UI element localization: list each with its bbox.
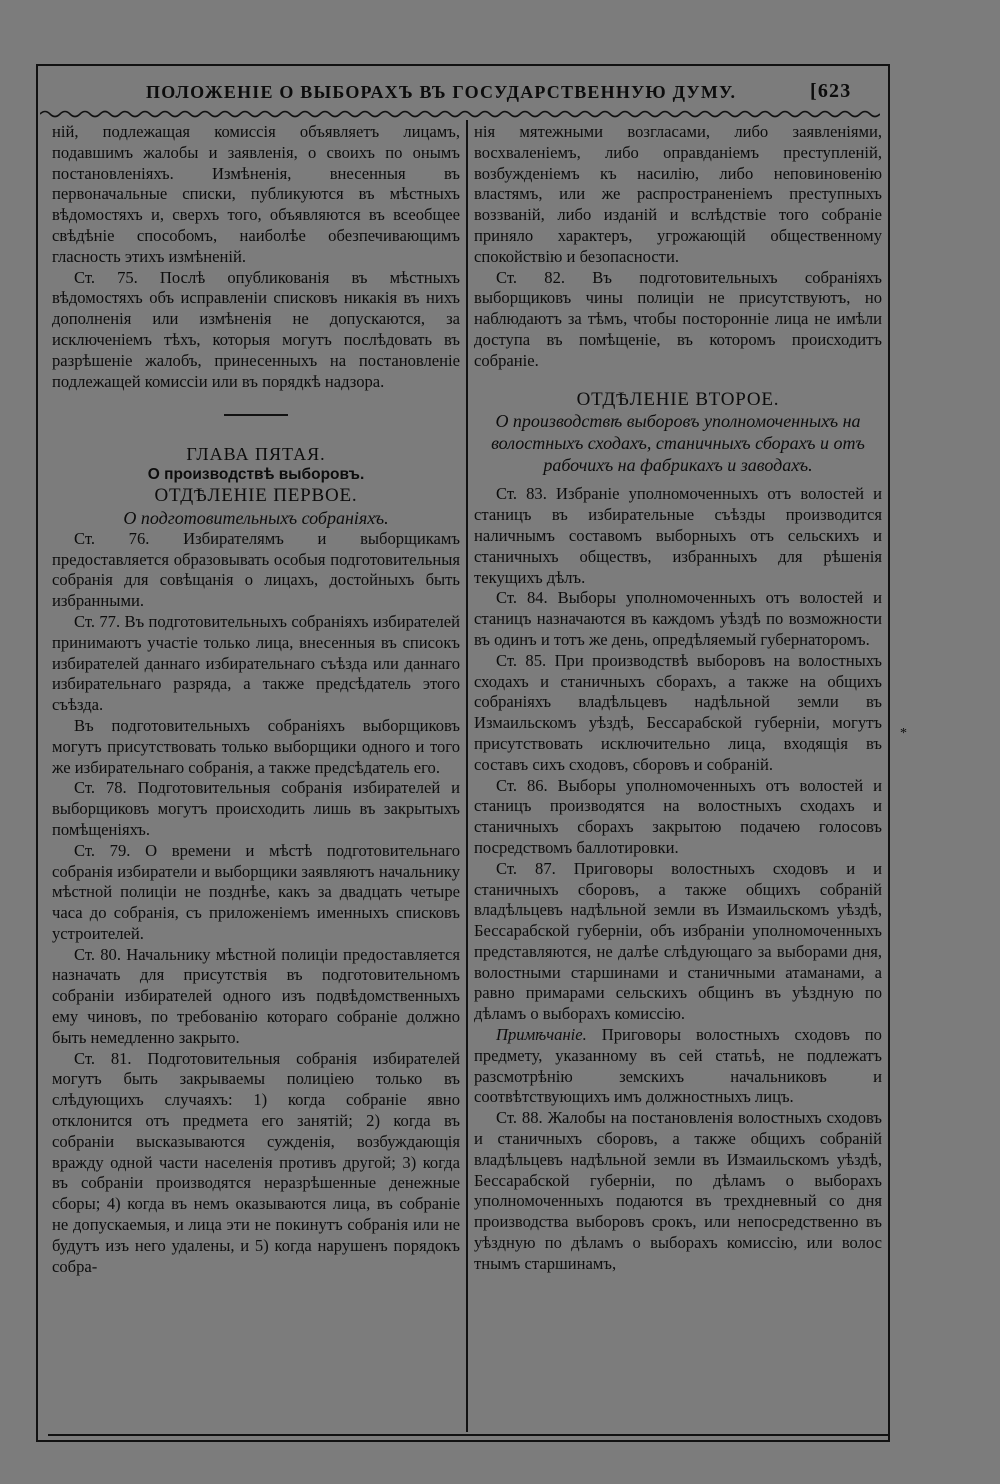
article-78: Ст. 78. Подготовительныя собранія избирателей и выборщиковъ могутъ происходить лишь въ закрытыхъ помѣщеніяхъ. <box>52 778 460 839</box>
chapter-title: ГЛАВА ПЯТАЯ. <box>186 444 326 465</box>
article-82: Ст. 82. Въ подготовительныхъ собраніяхъ выборщиковъ чины полиціи не присутствуютъ, но наблюдаютъ за тѣмъ, чтобы посторонніе лица не имѣли доступа въ помѣщеніе, въ которомъ происходитъ собраніе. <box>474 267 882 370</box>
note-label: Примѣчаніе. <box>496 1025 587 1045</box>
article-77: Ст. 77. Въ подготовительныхъ собраніяхъ избирателей принимаютъ участіе только лица, внесенныя въ списокъ избирателей даннаго избирательнаго съѣзда или даннаго избирательнаго разряда, а также предсѣдатель этого съѣзда. <box>52 611 460 715</box>
right-column <box>474 122 882 1275</box>
article-86: Ст. 86. Выборы уполномоченныхъ отъ волостей и станицъ производятся на волостныхъ сходахъ и станичныхъ сборахъ закрытою подачею голосовъ посредствомъ баллотировки. <box>474 775 882 857</box>
paragraph-continued: ній, подлежащая комиссія объявляетъ лицамъ, подавшимъ жалобы и заявленія, о своихъ по онымъ постановленіяхъ. Измѣненія, внесенныя въ первоначальные списки, публикуются въ мѣстныхъ вѣдомостяхъ и, сверхъ того, объявляются въ всеобщее свѣдѣніе способомъ, наиболѣе обезпечивающимъ гласность этихъ измѣненій. <box>52 122 460 266</box>
article-75: Ст. 75. Послѣ опубликованія въ мѣстныхъ вѣдомостяхъ объ исправленіи списковъ никакія въ нихъ дополненія или измѣненія не допускаются, за исключеніемъ тѣхъ, которыя могутъ послѣдовать въ разрѣшеніе жалобъ, принесенныхъ на постановленіе подлежащей комиссіи или въ порядкѣ надзора. <box>52 267 460 391</box>
page-title: ПОЛОЖЕНІЕ О ВЫБОРАХЪ ВЪ ГОСУДАРСТВЕННУЮ ДУМУ. <box>146 82 737 102</box>
page-number: [623 <box>810 80 852 102</box>
note-text: Приговоры волостныхъ сходовъ по предмету, указанному въ сей статьѣ, не подлежатъ разсмотрѣнію земскихъ начальниковъ и соотвѣтствующихъ имъ должностныхъ лицъ. <box>474 1025 882 1107</box>
article-85: Ст. 85. При производствѣ выборовъ на волостныхъ сходахъ и станичныхъ сборахъ, а также на общихъ собраніяхъ владѣльцевъ надѣльной земли въ Измаильскомъ уѣздѣ, Бессарабской губерніи, могутъ присутствовать исключительно лица, входящія въ составъ сихъ сходовъ, сборовъ и собраній. <box>474 650 882 774</box>
chapter-subtitle: О производствѣ выборовъ. <box>147 466 365 484</box>
section-subtitle-second: О производствѣ выборовъ уполномоченныхъ на волостныхъ сходахъ, станичныхъ сборахъ и отъ рабочихъ на фабрикахъ и заводахъ. <box>491 411 865 476</box>
section-title-second: ОТДѢЛЕНІЕ ВТОРОЕ. <box>576 388 780 410</box>
paragraph-continued: нія мятежными возгласами, либо заявленіями, восхваленіемъ, либо оправданіемъ преступленій, возбужденіемъ къ насилію, либо неповиновенію властямъ, или же распространеніемъ преступныхъ воззваній, либо изданій и вслѣдствіе того собраніе приняло характеръ, угрожающій общественному спокойствію и безопасности. <box>474 122 882 266</box>
article-88: Ст. 88. Жалобы на постановленія волостныхъ сходовъ и станичныхъ сборовъ, а также общихъ собраній владѣльцевъ надѣльной земли въ Измаильскомъ уѣздѣ, Бессарабской губерніи, по дѣламъ о выборахъ уполномоченныхъ подаются въ трехдневный со дня производства выборовъ срокъ, или непосредственно въ уѣздную по дѣламъ о выборахъ комиссію, или волос тнымъ старшинамъ, <box>474 1108 882 1273</box>
article-81: Ст. 81. Подготовительныя собранія избирателей могутъ быть закрываемы полиціею только въ слѣдующихъ случаяхъ: 1) когда собраніе явно отклонится отъ предмета его занятій; 2) когда въ собраніи высказываются сужденія, возбуждающія вражду одной части населенія противъ другой; 3) когда въ собраніи производятся неразрѣшенные денежные сборы; 4) когда въ немъ оказываются лица, въ собраніе не допускаемыя, и лица эти не покинутъ собранія или не будутъ изъ него удалены, и 5) когда нарушенъ порядокъ собра- <box>52 1048 460 1276</box>
section-separator <box>224 414 288 416</box>
header-wavy-rule <box>40 108 880 120</box>
section-subtitle-first: О подготовительныхъ собраніяхъ. <box>123 507 389 528</box>
article-77-part-2: Въ подготовительныхъ собраніяхъ выборщиковъ могутъ присутствовать только выборщики одного и того же избирательнаго собранія, а также предсѣдатель его. <box>52 715 460 777</box>
running-header <box>38 78 888 108</box>
article-87: Ст. 87. Приговоры волостныхъ сходовъ и и станичныхъ сборовъ, а также общихъ собраній владѣльцевъ надѣльной земли въ Измаильскомъ уѣздѣ, Бессарабской губерніи, объ избраніи уполномоченныхъ представляются, не далѣе слѣдующаго за выборами дня, волостными старшинами и станичными атаманами, а равно примарами сельскихъ общинъ въ уѣздную по дѣламъ о выборахъ комиссію. <box>474 858 882 1024</box>
column-divider <box>466 120 468 1432</box>
margin-mark: * <box>900 726 907 741</box>
bottom-rule <box>48 1434 890 1436</box>
left-column <box>52 122 460 1277</box>
article-79: Ст. 79. О времени и мѣстѣ подготовительнаго собранія избиратели и выборщики заявляютъ начальнику мѣстной полиціи не позднѣе, какъ за двадцать четыре часа до собранія, съ приложеніемъ именныхъ списковъ устроителей. <box>52 840 460 943</box>
article-80: Ст. 80. Начальнику мѣстной полиціи предоставляется назначать для присутствія въ подготовительномъ собраніи избирателей одного изъ подвѣдомственныхъ ему чиновъ, по требованію котораго собраніе должно быть немедленно закрыто. <box>52 944 460 1047</box>
article-84: Ст. 84. Выборы уполномоченныхъ отъ волостей и станицъ назначаются въ каждомъ уѣздѣ по возможности въ одинъ и тотъ же день, опредѣляемый губернаторомъ. <box>474 588 882 649</box>
article-87-note <box>474 1025 882 1108</box>
section-title-first: ОТДѢЛЕНІЕ ПЕРВОЕ. <box>154 484 358 506</box>
article-76: Ст. 76. Избирателямъ и выборщикамъ предоставляется образовывать особыя подготовительныя собранія для совѣщанія о лицахъ, достойныхъ быть избранными. <box>52 528 460 611</box>
article-83: Ст. 83. Избраніе уполномоченныхъ отъ волостей и станицъ въ избирательные съѣзды производится наличнымъ составомъ выборныхъ отъ сельскихъ и станичныхъ обществъ, избранныхъ для рѣшенія текущихъ дѣлъ. <box>474 484 882 587</box>
